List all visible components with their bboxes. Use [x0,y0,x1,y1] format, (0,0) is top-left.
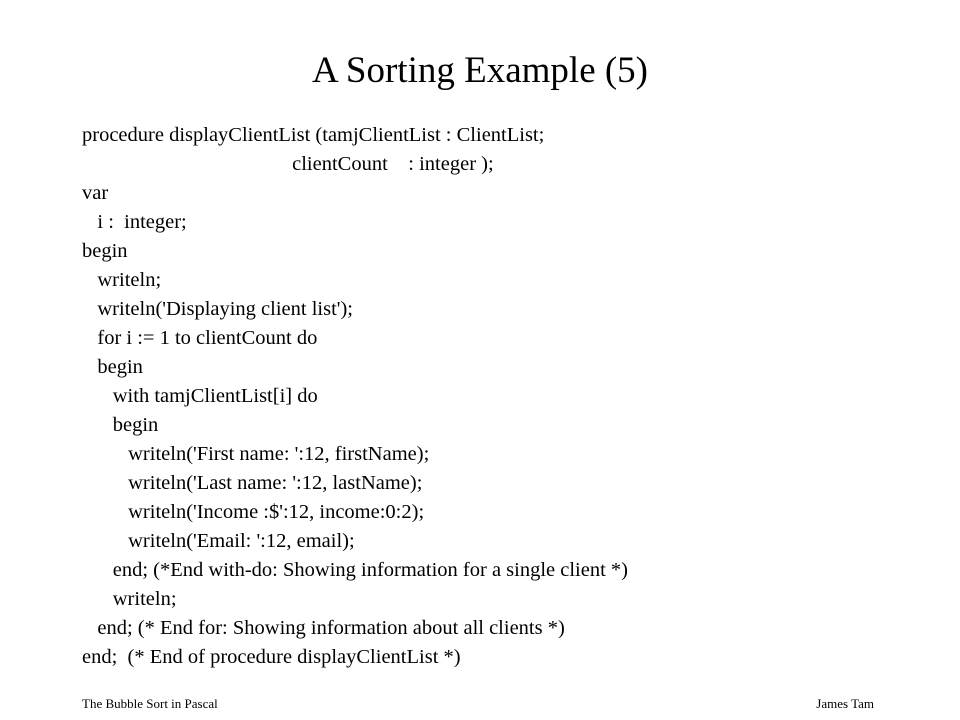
code-line: writeln('Displaying client list'); [82,298,353,320]
code-line: begin [82,356,143,378]
code-line: end; (* End for: Showing information about all clients *) [82,617,565,639]
code-line: writeln('Email: ':12, email); [82,530,355,552]
code-line: writeln; [82,269,162,291]
code-line: writeln('First name: ':12, firstName); [82,443,430,465]
code-line: writeln; [82,588,177,610]
footer-topic: The Bubble Sort in Pascal [82,696,218,711]
code-line: begin [82,414,159,436]
code-line: for i := 1 to clientCount do [82,327,318,349]
code-line: end; (* End of procedure displayClientList *) [82,646,461,668]
code-line: var [82,182,109,204]
code-line: with tamjClientList[i] do [82,385,318,407]
code-line: procedure displayClientList (tamjClientList : ClientList; [82,124,545,146]
code-line: writeln('Income :$':12, income:0:2); [82,501,425,523]
code-line: i : integer; [82,211,187,233]
slide-title: A Sorting Example (5) [311,50,649,91]
code-line: writeln('Last name: ':12, lastName); [82,472,423,494]
code-listing [82,121,902,672]
code-line: begin [82,240,128,262]
footer-author: James Tam [816,696,874,711]
code-line: end; (*End with-do: Showing information for a single client *) [82,559,629,581]
code-line: clientCount : integer ); [82,153,494,175]
